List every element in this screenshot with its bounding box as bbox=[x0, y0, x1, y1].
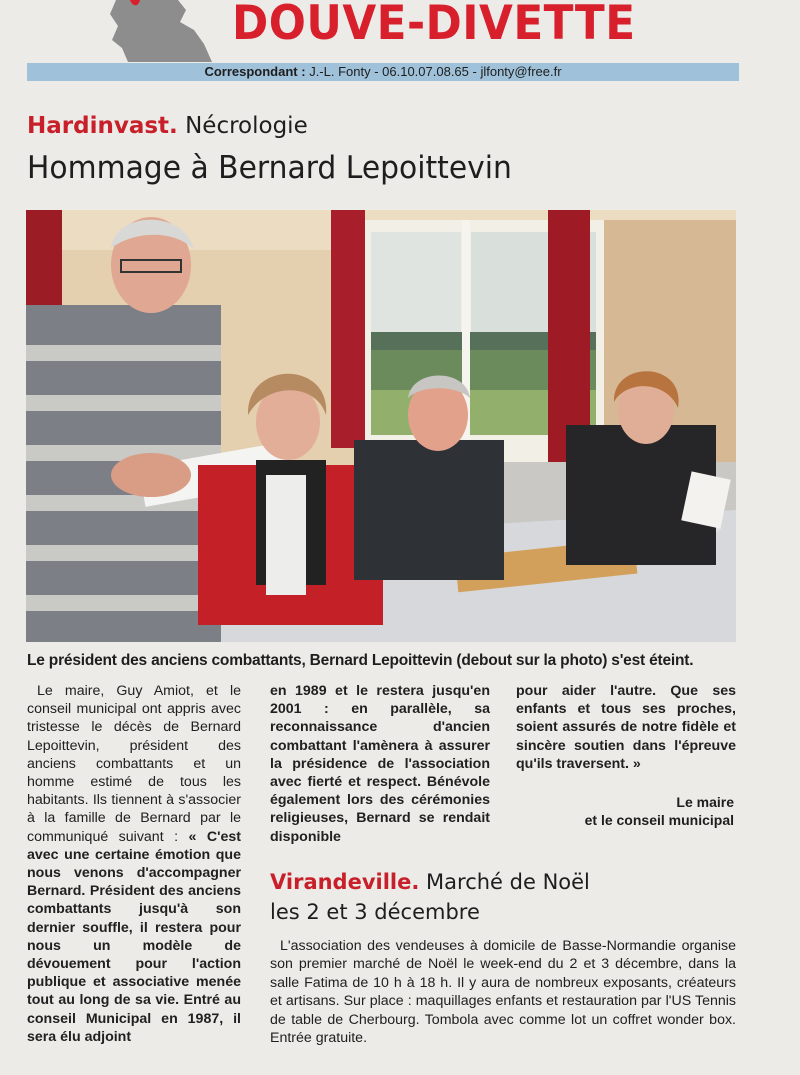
article2-body-text: L'association des vendeuses à domicile de Basse-Normandie organise son premier marché de Noël le week-end du 2 et 3 décembre, dans la salle Fatima de 10 h à 18 h. Il y aura de nombreux exposants, créateurs et artisans. Sur place : maquillages enfants et restauration par l'US Tennis de table de Cherbourg. Tombola avec comme lot un coffret wonder box. Entrée gratuite. bbox=[270, 938, 736, 1047]
article1-column-2: en 1989 et le restera jusqu'en 2001 : en parallèle, sa reconnaissance d'ancien combattant l'amènera à assurer la présidence de l'association avec fierté et respect. Bénévole également lors des cérémonies religieuses, Bernard se rendait disponible bbox=[270, 683, 490, 845]
photo-illustration bbox=[26, 210, 736, 642]
article1-place: Hardinvast. bbox=[27, 113, 178, 139]
article1-headline: Hommage à Bernard Lepoittevin bbox=[27, 150, 512, 186]
article1-column-3: pour aider l'autre. Que ses enfants et tous ses proches, soient assurés de notre fidèle et sincère soutien dans l'épreuve qu'ils traversent. » bbox=[516, 683, 736, 772]
article2-topic: Marché de Noël bbox=[426, 870, 590, 894]
article2-subtitle: les 2 et 3 décembre bbox=[270, 900, 480, 924]
article1-col1-quote: « C'est avec une certaine émotion que nous venons d'accompagner Bernard. Président des anciens combattants jusqu'à son dernier souffle, il restera pour nous un modèle de dévouement pour l'action publique et associative menée tout au long de sa vie. Entré au conseil Municipal en 1987, il sera élu adjoint bbox=[27, 828, 241, 1045]
signature-line-1: Le maire bbox=[676, 794, 734, 810]
article2-body bbox=[270, 937, 736, 1047]
article1-col1-text: Le maire, Guy Amiot, et le conseil municipal ont appris avec tristesse le décès de Bernard Lepoittevin, président des anciens combattants et un homme estimé de tous les habitants. Ils tiennent à s'associer à la famille de Bernard par le communiqué suivant : bbox=[27, 683, 241, 845]
correspondent-band bbox=[27, 63, 739, 81]
article1-kicker bbox=[27, 113, 308, 139]
correspondent-details: J.-L. Fonty - 06.10.07.08.65 - jlfonty@free.fr bbox=[309, 64, 562, 79]
article2-place: Virandeville. bbox=[270, 870, 420, 894]
article1-column-1 bbox=[27, 682, 241, 1046]
photo-caption: Le président des anciens combattants, Bernard Lepoittevin (debout sur la photo) s'est éteint. bbox=[27, 652, 694, 669]
region-map-graphic bbox=[108, 0, 218, 62]
section-title: DOUVE-DIVETTE bbox=[232, 0, 636, 51]
article-photo bbox=[26, 210, 736, 642]
article1-topic: Nécrologie bbox=[185, 113, 308, 139]
signature-line-2: et le conseil municipal bbox=[584, 812, 734, 828]
article1-signature bbox=[516, 793, 734, 829]
correspondent-label: Correspondant : bbox=[204, 64, 306, 79]
article2-heading bbox=[270, 867, 590, 927]
